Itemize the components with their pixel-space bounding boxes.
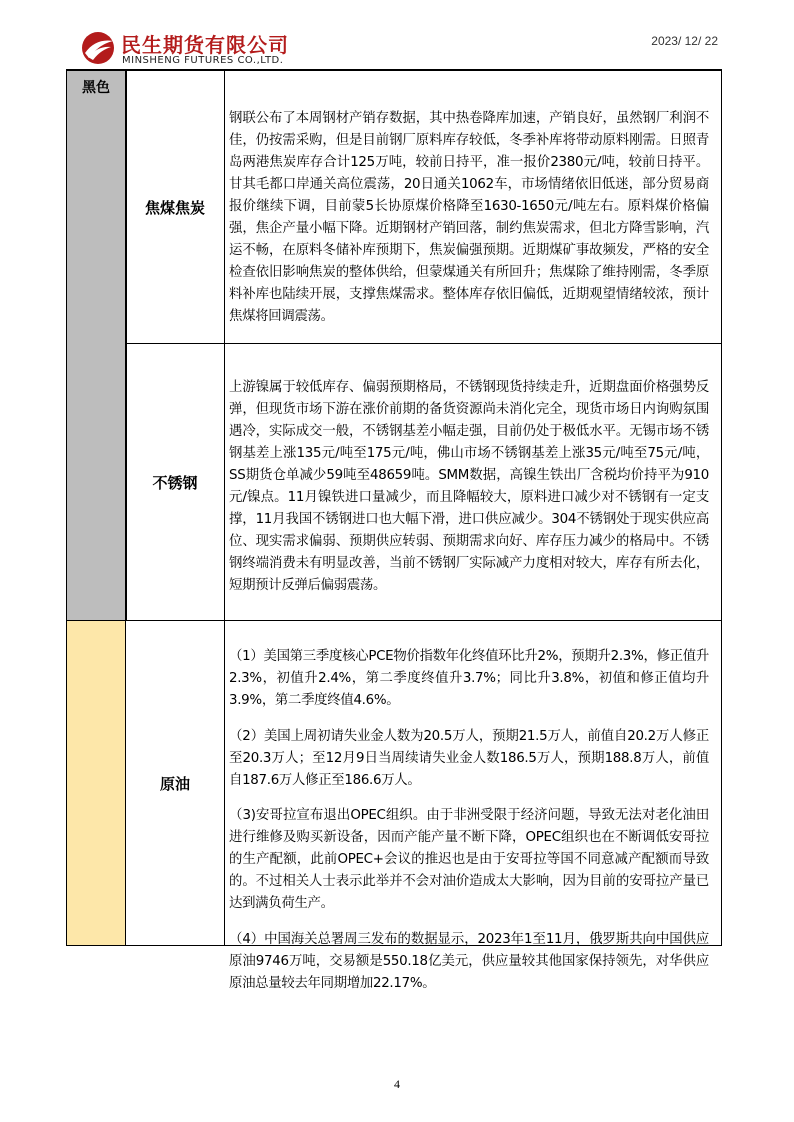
page-header [0, 0, 794, 70]
row-content-crude-oil [224, 620, 722, 991]
page-number: 4 [394, 1077, 400, 1091]
row-label-coke-coal-text: 焦煤焦炭 [144, 198, 205, 217]
category-label-black: 黑色 [82, 80, 110, 96]
category-cell-black [66, 70, 126, 621]
stainless-steel-paragraph: 上游镍属于较低库存、偏弱预期格局，不锈钢现货持续走升，近期盘面价格强势反弹，但现货市场下游在涨价前期的备货资源尚未消化完全，现货市场日内询购氛围遇冷，实际成交一般，不锈钢基差小幅走强，目前仍处于极低水平。无锡市场不锈钢基差上涨135元/吨至175元/吨，佛山市场不锈钢基差上涨35元/吨至75元/吨，SS期货仓单减少59吨至48659吨。SMM数据，高镍生铁出厂含税均价持平为910元/镍点。11月镍铁进口量减少，而且降幅较大，原料进口减少对不锈钢有一定支撑，11月我国不锈钢进口也大幅下滑，进口供应减少。304不锈钢处于现实供应高位、现实需求偏弱、预期供应转弱、预期需求向好、库存压力减少的格局中。不锈钢终端消费未有明显改善，当前不锈钢厂实际减产力度相对较大，库存有所去化，短期预计反弹后偏弱震荡。 [229, 380, 709, 594]
crude-oil-item-4: （4）中国海关总署周三发布的数据显示，2023年1至11月，俄罗斯共向中国供应原油9746万吨，交易额是550.18亿美元，供应量较其他国家保持领先，对华供应原油总量较去年同期增加22.17%。 [229, 931, 709, 991]
row-content-coke-coal [224, 70, 722, 344]
company-name-en: MINSHENG FUTURES CO.,LTD. [122, 55, 284, 66]
minsheng-logo-icon [80, 30, 116, 66]
crude-oil-item-2: （2）美国上周初请失业金人数为20.5万人，预期21.5万人，前值自20.2万人修正至20.3万人；至12月9日当周续请失业金人数186.5万人，预期188.8万人，前值自187.6万人修正至186.6万人。 [229, 728, 709, 788]
company-name-cn: 民生期货有限公司 [121, 33, 289, 57]
row-label-crude-oil-text: 原油 [159, 774, 190, 793]
row-content-stainless-steel [224, 343, 722, 621]
coke-coal-paragraph: 钢联公布了本周钢材产销存数据，其中热卷降库加速，产销良好，虽然钢厂利润不佳，仍按需采购，但是目前钢厂原料库存较低，冬季补库将带动原料刚需。日照青岛两港焦炭库存合计125万吨，较前日持平，准一报价2380元/吨，较前日持平。甘其毛都口岸通关高位震荡，20日通关1062车，市场情绪依旧低迷，部分贸易商报价继续下调，目前蒙5长协原煤价格降至1630-1650元/吨左右。原料煤价格偏强，焦企产量小幅下降。近期钢材产销回落，制约焦炭需求，但北方降雪影响，汽运不畅，在原料冬储补库预期下，焦炭偏强预期。近期煤矿事故频发，严格的安全检查依旧影响焦炭的整体供给，但蒙煤通关有所回升；焦煤除了维持刚需，冬季原料补库也陆续开展，支撑焦煤需求。整体库存依旧偏低，近期观望情绪较浓，预计焦煤将回调震荡。 [229, 111, 709, 325]
row-label-stainless-steel-text: 不锈钢 [152, 473, 198, 492]
row-label-crude-oil [125, 620, 225, 946]
crude-oil-item-3: （3)安哥拉宣布退出OPEC组织。由于非洲受限于经济问题，导致无法对老化油田进行维修及购买新设备，因而产能产量不断下降，OPEC组织也在不断调低安哥拉的生产配额，此前OPEC+会议的推迟也是由于安哥拉等国不同意减产配额而导致的。不过相关人士表示此举并不会对油价造成太大影响，因为目前的安哥拉产量已达到满负荷生产。 [229, 808, 709, 912]
report-date: 2023/ 12/ 22 [651, 34, 718, 48]
category-cell-energy [66, 620, 126, 946]
row-label-stainless-steel [125, 343, 225, 621]
row-label-coke-coal [125, 70, 225, 344]
crude-oil-item-1: （1）美国第三季度核心PCE物价指数年化终值环比升2%，预期升2.3%，修正值升2.3%，初值升2.4%，第二季度终值升3.7%；同比升3.8%，初值和修正值均升3.9%，第二季度终值4.6%。 [229, 649, 709, 709]
